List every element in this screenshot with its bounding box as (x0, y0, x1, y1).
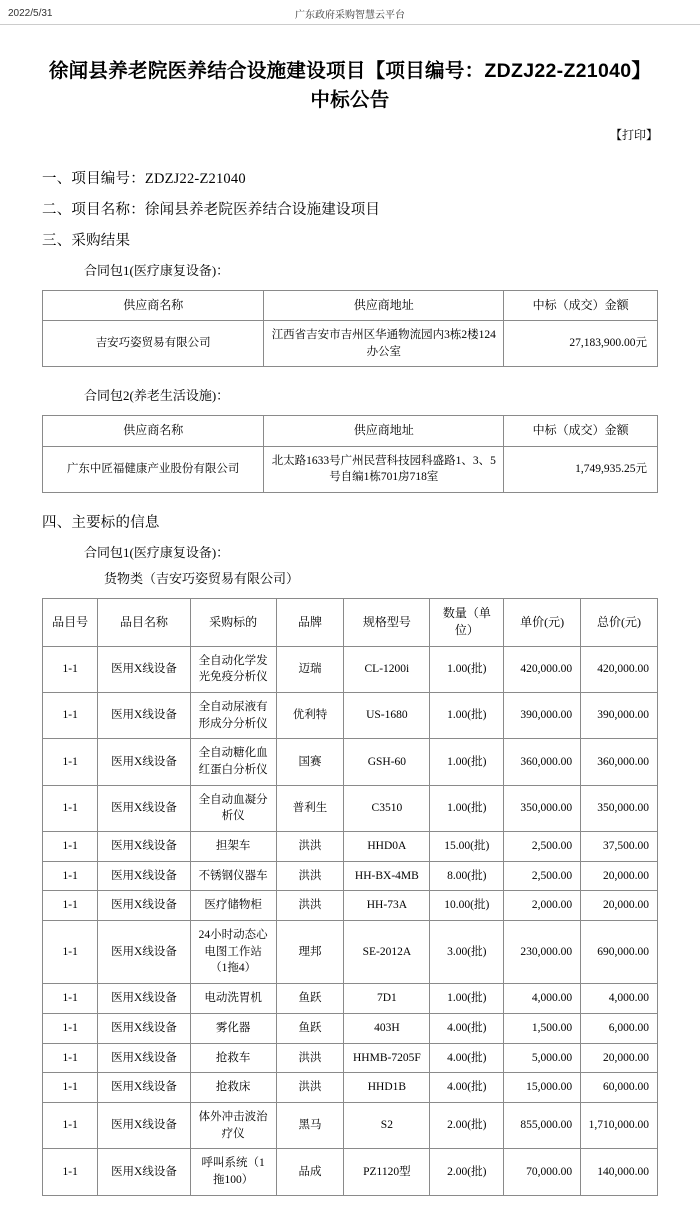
package1-label: 合同包1(医疗康复设备)： (84, 262, 230, 278)
table-row (43, 646, 658, 692)
cell-procurement-target: 呼叫系统（1拖100） (190, 1149, 276, 1195)
cell-brand: 洪洪 (276, 1043, 344, 1073)
column-header-unit-price: 单价(元) (504, 598, 581, 646)
table-row (43, 984, 658, 1014)
table-row (43, 739, 658, 785)
cell-award-amount: 27,183,900.00元 (504, 320, 658, 366)
cell-model: HH-73A (344, 891, 430, 921)
table-row (43, 1013, 658, 1043)
cell-total-price: 6,000.00 (581, 1013, 658, 1043)
project-name-line: 二、项目名称：徐闻县养老院医养结合设施建设项目 (42, 201, 381, 218)
table-header-row (43, 290, 658, 320)
table-row (43, 891, 658, 921)
procurement-result-heading: 三、采购结果 (42, 232, 131, 249)
items-table (42, 598, 658, 1196)
cell-brand: 洪洪 (276, 1073, 344, 1103)
table-header-row (43, 598, 658, 646)
column-header-item-no: 品目号 (43, 598, 98, 646)
table-header-row (43, 416, 658, 446)
cell-brand: 理邦 (276, 921, 344, 984)
cell-procurement-target: 医疗储物柜 (190, 891, 276, 921)
cell-unit-price: 420,000.00 (504, 646, 581, 692)
column-header-supplier-name: 供应商名称 (43, 416, 264, 446)
cell-unit-price: 360,000.00 (504, 739, 581, 785)
cell-item-no: 1-1 (43, 1102, 98, 1148)
cell-model: C3510 (344, 785, 430, 831)
cell-item-name: 医用X线设备 (98, 832, 190, 862)
cell-unit-price: 2,500.00 (504, 861, 581, 891)
cell-supplier-address: 北太路1633号广州民营科技园科盛路1、3、5号自编1栋701房718室 (264, 446, 504, 492)
cell-supplier-name: 广东中匠福健康产业股份有限公司 (43, 446, 264, 492)
column-header-total-price: 总价(元) (581, 598, 658, 646)
cell-total-price: 1,710,000.00 (581, 1102, 658, 1148)
column-header-quantity: 数量（单位） (430, 598, 504, 646)
cell-procurement-target: 担架车 (190, 832, 276, 862)
column-header-award-amount: 中标（成交）金额 (504, 416, 658, 446)
supplier-table-package1 (42, 290, 658, 368)
cell-item-name: 医用X线设备 (98, 861, 190, 891)
cell-procurement-target: 全自动糖化血红蛋白分析仪 (190, 739, 276, 785)
main-target-info-heading: 四、主要标的信息 (42, 514, 160, 531)
cell-procurement-target: 电动洗胃机 (190, 984, 276, 1014)
cell-item-name: 医用X线设备 (98, 693, 190, 739)
cell-total-price: 350,000.00 (581, 785, 658, 831)
cell-item-no: 1-1 (43, 832, 98, 862)
cell-unit-price: 2,500.00 (504, 832, 581, 862)
cell-item-no: 1-1 (43, 1013, 98, 1043)
cell-item-name: 医用X线设备 (98, 921, 190, 984)
cell-item-no: 1-1 (43, 984, 98, 1014)
cell-quantity: 10.00(批) (430, 891, 504, 921)
cell-item-no: 1-1 (43, 1149, 98, 1195)
cell-quantity: 1.00(批) (430, 785, 504, 831)
cell-brand: 洪洪 (276, 832, 344, 862)
page-title: 徐闻县养老院医养结合设施建设项目【项目编号：ZDZJ22-Z21040】中标公告 (48, 60, 652, 112)
cell-procurement-target: 抢救床 (190, 1073, 276, 1103)
cell-model: S2 (344, 1102, 430, 1148)
table-row (43, 693, 658, 739)
table-row (43, 446, 658, 492)
cell-item-no: 1-1 (43, 1043, 98, 1073)
cell-item-no: 1-1 (43, 1073, 98, 1103)
column-header-supplier-address: 供应商地址 (264, 290, 504, 320)
cell-quantity: 3.00(批) (430, 921, 504, 984)
cell-unit-price: 230,000.00 (504, 921, 581, 984)
cell-procurement-target: 抢救车 (190, 1043, 276, 1073)
cell-brand: 品成 (276, 1149, 344, 1195)
cell-unit-price: 5,000.00 (504, 1043, 581, 1073)
table-row (43, 1102, 658, 1148)
cell-item-name: 医用X线设备 (98, 739, 190, 785)
cell-quantity: 1.00(批) (430, 646, 504, 692)
cell-brand: 洪洪 (276, 861, 344, 891)
document-body (0, 25, 700, 1224)
cell-supplier-name: 吉安巧姿贸易有限公司 (43, 320, 264, 366)
cell-model: US-1680 (344, 693, 430, 739)
cell-total-price: 60,000.00 (581, 1073, 658, 1103)
cell-item-name: 医用X线设备 (98, 785, 190, 831)
cell-quantity: 1.00(批) (430, 739, 504, 785)
cell-unit-price: 4,000.00 (504, 984, 581, 1014)
cell-model: HHD0A (344, 832, 430, 862)
cell-item-no: 1-1 (43, 646, 98, 692)
column-header-supplier-address: 供应商地址 (264, 416, 504, 446)
cell-procurement-target: 体外冲击波治疗仪 (190, 1102, 276, 1148)
cell-item-no: 1-1 (43, 891, 98, 921)
cell-unit-price: 2,000.00 (504, 891, 581, 921)
cell-item-no: 1-1 (43, 693, 98, 739)
print-row (42, 126, 658, 143)
cell-total-price: 20,000.00 (581, 861, 658, 891)
page-header (0, 0, 700, 24)
cell-item-name: 医用X线设备 (98, 1149, 190, 1195)
print-button[interactable]: 【打印】 (609, 127, 658, 142)
cell-model: HH-BX-4MB (344, 861, 430, 891)
cell-total-price: 37,500.00 (581, 832, 658, 862)
cell-item-no: 1-1 (43, 739, 98, 785)
cell-item-name: 医用X线设备 (98, 891, 190, 921)
cell-total-price: 20,000.00 (581, 1043, 658, 1073)
cell-item-name: 医用X线设备 (98, 1043, 190, 1073)
cell-item-name: 医用X线设备 (98, 1073, 190, 1103)
cell-unit-price: 855,000.00 (504, 1102, 581, 1148)
table-row (43, 832, 658, 862)
cell-quantity: 1.00(批) (430, 693, 504, 739)
cell-brand: 迈瑞 (276, 646, 344, 692)
cell-brand: 普利生 (276, 785, 344, 831)
cell-brand: 鱼跃 (276, 984, 344, 1014)
cell-model: 7D1 (344, 984, 430, 1014)
cell-item-name: 医用X线设备 (98, 646, 190, 692)
project-number-line: 一、项目编号：ZDZJ22-Z21040 (42, 170, 246, 187)
goods-class-label: 货物类（吉安巧姿贸易有限公司） (104, 570, 300, 586)
table-row (43, 921, 658, 984)
cell-quantity: 15.00(批) (430, 832, 504, 862)
cell-award-amount: 1,749,935.25元 (504, 446, 658, 492)
cell-model: GSH-60 (344, 739, 430, 785)
cell-quantity: 1.00(批) (430, 984, 504, 1014)
cell-procurement-target: 全自动血凝分析仪 (190, 785, 276, 831)
cell-supplier-address: 江西省吉安市吉州区华通物流园内3栋2楼124办公室 (264, 320, 504, 366)
table-row (43, 1043, 658, 1073)
cell-total-price: 140,000.00 (581, 1149, 658, 1195)
cell-model: HHD1B (344, 1073, 430, 1103)
cell-total-price: 360,000.00 (581, 739, 658, 785)
cell-quantity: 4.00(批) (430, 1073, 504, 1103)
cell-total-price: 4,000.00 (581, 984, 658, 1014)
cell-total-price: 390,000.00 (581, 693, 658, 739)
cell-procurement-target: 24小时动态心电图工作站（1拖4） (190, 921, 276, 984)
cell-brand: 国赛 (276, 739, 344, 785)
cell-procurement-target: 不锈钢仪器车 (190, 861, 276, 891)
cell-brand: 优利特 (276, 693, 344, 739)
column-header-procurement-target: 采购标的 (190, 598, 276, 646)
cell-quantity: 2.00(批) (430, 1149, 504, 1195)
column-header-brand: 品牌 (276, 598, 344, 646)
cell-procurement-target: 全自动化学发光免疫分析仪 (190, 646, 276, 692)
cell-total-price: 420,000.00 (581, 646, 658, 692)
cell-item-name: 医用X线设备 (98, 1013, 190, 1043)
header-platform-name: 广东政府采购智慧云平台 (295, 9, 405, 21)
cell-item-no: 1-1 (43, 921, 98, 984)
cell-unit-price: 15,000.00 (504, 1073, 581, 1103)
cell-procurement-target: 全自动尿液有形成分分析仪 (190, 693, 276, 739)
cell-model: 403H (344, 1013, 430, 1043)
cell-item-no: 1-1 (43, 785, 98, 831)
column-header-supplier-name: 供应商名称 (43, 290, 264, 320)
table-row (43, 861, 658, 891)
package1-label-repeat: 合同包1(医疗康复设备)： (84, 544, 230, 560)
table-row (43, 320, 658, 366)
cell-quantity: 2.00(批) (430, 1102, 504, 1148)
cell-item-name: 医用X线设备 (98, 1102, 190, 1148)
cell-unit-price: 350,000.00 (504, 785, 581, 831)
cell-quantity: 8.00(批) (430, 861, 504, 891)
cell-brand: 黑马 (276, 1102, 344, 1148)
column-header-model: 规格型号 (344, 598, 430, 646)
cell-total-price: 20,000.00 (581, 891, 658, 921)
header-date: 2022/5/31 (8, 7, 53, 19)
package2-label: 合同包2(养老生活设施)： (84, 388, 230, 404)
table-row (43, 785, 658, 831)
cell-total-price: 690,000.00 (581, 921, 658, 984)
cell-item-name: 医用X线设备 (98, 984, 190, 1014)
table-row (43, 1073, 658, 1103)
cell-brand: 鱼跃 (276, 1013, 344, 1043)
column-header-award-amount: 中标（成交）金额 (504, 290, 658, 320)
cell-model: PZ1120型 (344, 1149, 430, 1195)
cell-unit-price: 1,500.00 (504, 1013, 581, 1043)
items-table-body (43, 646, 658, 1195)
cell-quantity: 4.00(批) (430, 1043, 504, 1073)
column-header-item-name: 品目名称 (98, 598, 190, 646)
cell-model: SE-2012A (344, 921, 430, 984)
cell-model: HHMB-7205F (344, 1043, 430, 1073)
cell-model: CL-1200i (344, 646, 430, 692)
cell-brand: 洪洪 (276, 891, 344, 921)
cell-quantity: 4.00(批) (430, 1013, 504, 1043)
cell-procurement-target: 雾化器 (190, 1013, 276, 1043)
cell-unit-price: 70,000.00 (504, 1149, 581, 1195)
supplier-table-package2 (42, 415, 658, 493)
table-row (43, 1149, 658, 1195)
cell-unit-price: 390,000.00 (504, 693, 581, 739)
cell-item-no: 1-1 (43, 861, 98, 891)
